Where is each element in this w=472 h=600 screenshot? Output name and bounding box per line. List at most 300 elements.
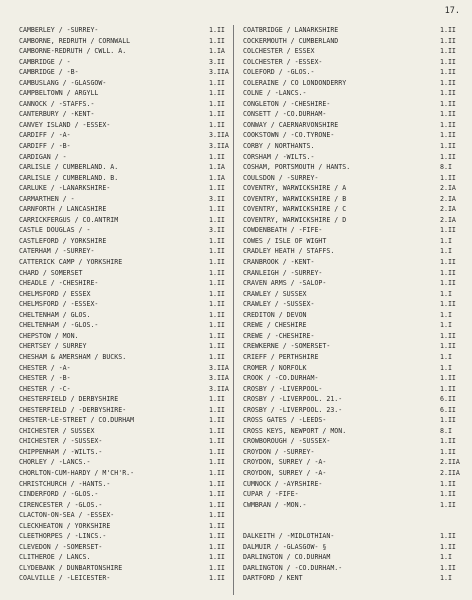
place-code: 1.II xyxy=(209,352,225,361)
list-item xyxy=(243,394,460,405)
place-code: 1.II xyxy=(440,279,456,288)
place-name: CLITHEROE / LANCS. xyxy=(19,553,91,562)
list-item xyxy=(243,225,460,236)
list-item xyxy=(243,331,460,342)
place-code: 8.I xyxy=(440,426,452,435)
place-code: 1.II xyxy=(440,173,456,182)
list-item xyxy=(243,25,460,36)
list-item xyxy=(243,46,460,57)
place-code: 1.II xyxy=(209,331,225,340)
list-item xyxy=(243,120,460,131)
place-code: 1.II xyxy=(440,36,456,45)
list-item xyxy=(243,78,460,89)
place-code: 1.II xyxy=(440,532,456,541)
list-item xyxy=(19,542,229,553)
place-name: CHESTER / -B- xyxy=(19,374,71,383)
list-item xyxy=(243,194,460,205)
list-item xyxy=(19,289,229,300)
list-item xyxy=(19,120,229,131)
place-code: 2.IA xyxy=(440,215,456,224)
place-code: 1.I xyxy=(440,352,452,361)
place-code: 1.II xyxy=(440,437,456,446)
place-code: 1.II xyxy=(440,142,456,151)
list-item xyxy=(243,320,460,331)
place-name: CROMER / NORFOLK xyxy=(243,363,307,372)
place-code: 3.II xyxy=(209,57,225,66)
place-name: CHELTENHAM / GLOS. xyxy=(19,310,91,319)
list-item xyxy=(19,225,229,236)
place-code: 1.II xyxy=(440,300,456,309)
place-code: 1.I xyxy=(440,236,452,245)
place-name: CROOK / -CO.DURHAM- xyxy=(243,374,319,383)
list-item xyxy=(243,204,460,215)
list-item xyxy=(19,152,229,163)
list-item xyxy=(19,278,229,289)
place-name: CARDIFF / -B- xyxy=(19,142,71,151)
place-code: 1.II xyxy=(209,205,225,214)
place-code: 1.I xyxy=(440,289,452,298)
place-name: COVENTRY, WARWICKSHIRE / D xyxy=(243,215,347,224)
place-name: CLACTON-ON-SEA / -ESSEX- xyxy=(19,511,115,520)
place-name: CLECKHEATON / YORKSHIRE xyxy=(19,521,111,530)
place-code: 1.II xyxy=(209,490,225,499)
list-item xyxy=(19,268,229,279)
place-code: 1.II xyxy=(209,289,225,298)
place-name: CREWE / -CHESHIRE- xyxy=(243,331,315,340)
list-item xyxy=(19,341,229,352)
list-item xyxy=(19,331,229,342)
place-code: 1.II xyxy=(209,500,225,509)
place-code: 1.II xyxy=(209,479,225,488)
list-item xyxy=(243,552,460,563)
column-divider xyxy=(233,25,234,595)
list-item xyxy=(19,320,229,331)
list-item xyxy=(243,299,460,310)
list-item xyxy=(243,426,460,437)
place-name: CHESTERFIELD / DERBYSHIRE xyxy=(19,395,119,404)
place-code: 1.I xyxy=(440,553,452,562)
list-item xyxy=(19,436,229,447)
place-code: 1.II xyxy=(209,215,225,224)
list-item xyxy=(243,468,460,479)
place-name: CARDIFF / -A- xyxy=(19,131,71,140)
place-code: 1.IA xyxy=(209,47,225,56)
place-code: 1.II xyxy=(440,374,456,383)
right-column xyxy=(243,25,460,584)
place-name: COSHAM, PORTSMOUTH / HANTS. xyxy=(243,163,351,172)
list-item xyxy=(243,109,460,120)
list-item xyxy=(19,426,229,437)
list-item xyxy=(19,415,229,426)
place-name: COLCHESTER / -ESSEX- xyxy=(243,57,323,66)
list-item xyxy=(243,373,460,384)
place-code: 1.II xyxy=(209,395,225,404)
list-item xyxy=(19,457,229,468)
place-code: 3.IIA xyxy=(209,142,229,151)
list-item xyxy=(243,479,460,490)
place-code: 1.II xyxy=(440,152,456,161)
place-name: CARMARTHEN / - xyxy=(19,194,75,203)
place-code: 2.IIA xyxy=(440,458,460,467)
list-item xyxy=(243,521,460,532)
list-item xyxy=(243,489,460,500)
list-item xyxy=(19,36,229,47)
list-item xyxy=(19,405,229,416)
list-item xyxy=(19,236,229,247)
list-item xyxy=(19,141,229,152)
list-item xyxy=(19,99,229,110)
place-code: 3.IIA xyxy=(209,384,229,393)
place-name: CAMBERLEY / -SURREY- xyxy=(19,26,99,34)
place-code: 1.II xyxy=(440,57,456,66)
place-name: DALMUIR / -GLASGOW- § xyxy=(243,542,327,551)
list-item xyxy=(243,162,460,173)
place-name: CRAWLEY / SUSSEX xyxy=(243,289,307,298)
place-name: COVENTRY, WARWICKSHIRE / C xyxy=(243,205,347,214)
list-item xyxy=(243,457,460,468)
list-item xyxy=(19,563,229,574)
list-item xyxy=(19,521,229,532)
place-code: 1.II xyxy=(440,47,456,56)
list-item xyxy=(19,500,229,511)
page-number: 17. xyxy=(444,6,460,16)
place-name: CROSBY / -LIVERPOOL. 23.- xyxy=(243,405,343,414)
list-item xyxy=(19,363,229,374)
place-name: COOKSTOWN / -CO.TYRONE- xyxy=(243,131,335,140)
place-code: 1.I xyxy=(440,363,452,372)
place-code: 1.II xyxy=(209,532,225,541)
place-name: CAMBRIDGE / -B- xyxy=(19,68,79,77)
place-name: CRIEFF / PERTHSHIRE xyxy=(243,352,319,361)
place-name: CROWBOROUGH / -SUSSEX- xyxy=(243,437,331,446)
list-item xyxy=(243,183,460,194)
place-name: CRANBROOK / -KENT- xyxy=(243,258,315,267)
place-name: CHELMSFORD / -ESSEX- xyxy=(19,300,99,309)
place-name: CHEADLE / -CHESHIRE- xyxy=(19,279,99,288)
list-item xyxy=(19,447,229,458)
place-name: CHESTER-LE-STREET / CO.DURHAM xyxy=(19,416,135,425)
list-item xyxy=(19,352,229,363)
list-item xyxy=(243,99,460,110)
list-item xyxy=(243,352,460,363)
place-code: 1.II xyxy=(209,405,225,414)
place-name: CROSS GATES / -LEEDS- xyxy=(243,416,327,425)
list-item xyxy=(19,67,229,78)
place-name: COATBRIDGE / LANARKSHIRE xyxy=(243,26,339,34)
list-item xyxy=(19,479,229,490)
place-code: 1.II xyxy=(209,563,225,572)
place-name: DARTFORD / KENT xyxy=(243,574,303,583)
list-item xyxy=(19,394,229,405)
place-code: 1.II xyxy=(209,99,225,108)
place-code: 1.II xyxy=(440,500,456,509)
list-item xyxy=(19,57,229,68)
place-code: 3.IIA xyxy=(209,363,229,372)
list-item xyxy=(19,489,229,500)
place-name: CASTLE DOUGLAS / - xyxy=(19,226,91,235)
list-item xyxy=(19,162,229,173)
list-item xyxy=(243,289,460,300)
place-code: 1.IA xyxy=(209,173,225,182)
list-item xyxy=(19,204,229,215)
place-code: 3.IIA xyxy=(209,374,229,383)
place-name: CRANLEIGH / -SURREY- xyxy=(243,268,323,277)
list-item xyxy=(243,310,460,321)
place-code: 1.II xyxy=(209,236,225,245)
place-code: 1.II xyxy=(440,120,456,129)
list-item xyxy=(19,130,229,141)
place-name: CLYDEBANK / DUNBARTONSHIRE xyxy=(19,563,123,572)
place-code: 1.II xyxy=(209,468,225,477)
place-name: CROYDON, SURREY / -A- xyxy=(243,468,327,477)
place-name: CHEPSTOW / MON. xyxy=(19,331,79,340)
place-code: 1.II xyxy=(440,226,456,235)
place-code: 1.II xyxy=(209,36,225,45)
place-name: COWES / ISLE OF WIGHT xyxy=(243,236,327,245)
place-name: DARLINGTON / -CO.DURHAM.- xyxy=(243,563,343,572)
list-item xyxy=(19,384,229,395)
place-code: 1.II xyxy=(209,574,225,583)
place-name: CLEVEDON / -SOMERSET- xyxy=(19,542,103,551)
place-name: CONGLETON / -CHESHIRE- xyxy=(243,99,331,108)
place-code: 1.II xyxy=(440,26,456,34)
list-item xyxy=(243,542,460,553)
place-name: COLEFORD / -GLOS.- xyxy=(243,68,315,77)
place-code: 1.I xyxy=(440,321,452,330)
place-name: CONWAY / CAERNARVONSHIRE xyxy=(243,120,339,129)
place-code: 1.II xyxy=(209,342,225,351)
place-code: 1.II xyxy=(440,490,456,499)
place-name: CAMBUSLANG / -GLASGOW- xyxy=(19,78,107,87)
place-name: DALKEITH / -MIDLOTHIAN- xyxy=(243,532,335,541)
list-item xyxy=(19,552,229,563)
list-item xyxy=(19,183,229,194)
list-item xyxy=(243,57,460,68)
place-code: 1.II xyxy=(440,78,456,87)
place-code: 2.IA xyxy=(440,184,456,193)
place-code: 1.II xyxy=(440,110,456,119)
list-item xyxy=(19,257,229,268)
list-item xyxy=(243,36,460,47)
place-name: CHESTERFIELD / -DERBYSHIRE- xyxy=(19,405,127,414)
place-code: 1.II xyxy=(440,68,456,77)
list-item xyxy=(19,510,229,521)
place-code: 1.II xyxy=(209,321,225,330)
place-code: 1.II xyxy=(209,110,225,119)
place-name: CAMBORNE-REDRUTH / CWLL. A. xyxy=(19,47,127,56)
place-name: CARLISLE / CUMBERLAND. A. xyxy=(19,163,119,172)
place-name: CINDERFORD / -GLOS.- xyxy=(19,490,99,499)
place-name: CONSETT / -CO.DURHAM- xyxy=(243,110,327,119)
place-name: CORSHAM / -WILTS.- xyxy=(243,152,315,161)
place-name: CROSBY / -LIVERPOOL. 21.- xyxy=(243,395,343,404)
place-name: CUMNOCK / -AYRSHIRE- xyxy=(243,479,323,488)
list-item xyxy=(243,278,460,289)
place-name: CARLUKE / -LANARKSHIRE- xyxy=(19,184,111,193)
place-name: COWDENBEATH / -FIFE- xyxy=(243,226,323,235)
left-column xyxy=(19,25,229,584)
place-code: 1.II xyxy=(209,437,225,446)
place-name: CHICHESTER / SUSSEX xyxy=(19,426,95,435)
place-code: 6.II xyxy=(440,395,456,404)
place-name: CRAVEN ARMS / -SALOP- xyxy=(243,279,327,288)
place-name: COULSDON / -SURREY- xyxy=(243,173,319,182)
place-code: 1.II xyxy=(440,384,456,393)
place-code: 1.II xyxy=(209,258,225,267)
list-item xyxy=(243,152,460,163)
list-item xyxy=(19,246,229,257)
place-code: 3.IIA xyxy=(209,131,229,140)
place-code: 1.II xyxy=(209,120,225,129)
list-item xyxy=(19,25,229,36)
place-code: 1.II xyxy=(440,416,456,425)
list-item xyxy=(243,130,460,141)
list-item xyxy=(243,510,460,521)
place-name: CHARD / SOMERSET xyxy=(19,268,83,277)
place-code: 1.II xyxy=(209,152,225,161)
place-code: 1.II xyxy=(440,89,456,98)
place-name: CHELTENHAM / -GLOS.- xyxy=(19,321,99,330)
place-name: COLCHESTER / ESSEX xyxy=(243,47,315,56)
place-code: 6.II xyxy=(440,405,456,414)
place-name: CAMBRIDGE / - xyxy=(19,57,71,66)
place-name: CANVEY ISLAND / -ESSEX- xyxy=(19,120,111,129)
place-code: 1.II xyxy=(440,342,456,351)
place-code: 1.II xyxy=(209,542,225,551)
list-item xyxy=(243,573,460,584)
place-name: CAMBORNE, REDRUTH / CORNWALL xyxy=(19,36,131,45)
list-item xyxy=(19,468,229,479)
place-name: CHORLTON-CUM-HARDY / M'CH'R.- xyxy=(19,468,135,477)
place-name: DARLINGTON / CO.DURHAM xyxy=(243,553,331,562)
list-item xyxy=(243,405,460,416)
list-item xyxy=(243,500,460,511)
place-name: CHELMSFORD / ESSEX xyxy=(19,289,91,298)
place-name: CROSS KEYS, NEWPORT / MON. xyxy=(243,426,347,435)
list-item xyxy=(243,246,460,257)
place-code: 1.II xyxy=(209,416,225,425)
place-name: CWMBRAN / -MON.- xyxy=(243,500,307,509)
place-code: 1.II xyxy=(209,26,225,34)
list-item xyxy=(243,447,460,458)
place-name: CANTERBURY / -KENT- xyxy=(19,110,95,119)
place-code: 1.II xyxy=(440,131,456,140)
place-name: CROSBY / -LIVERPOOL- xyxy=(243,384,323,393)
list-item xyxy=(19,88,229,99)
place-code: 1.II xyxy=(440,447,456,456)
place-code: 1.II xyxy=(209,511,225,520)
list-item xyxy=(19,373,229,384)
list-item xyxy=(243,341,460,352)
place-code: 2.IA xyxy=(440,194,456,203)
place-name: CHORLEY / -LANCS.- xyxy=(19,458,91,467)
place-code: 1.II xyxy=(209,268,225,277)
list-item xyxy=(19,78,229,89)
list-item xyxy=(19,299,229,310)
place-name: CHICHESTER / -SUSSEX- xyxy=(19,437,103,446)
list-item xyxy=(243,173,460,184)
place-code: 3.II xyxy=(209,194,225,203)
list-item xyxy=(19,531,229,542)
place-code: 1.I xyxy=(440,574,452,583)
list-item xyxy=(243,384,460,395)
place-name: CREWKERNE / -SOMERSET- xyxy=(243,342,331,351)
place-code: 1.II xyxy=(440,479,456,488)
place-name: CHRISTCHURCH / -HANTS.- xyxy=(19,479,111,488)
place-code: 1.II xyxy=(440,99,456,108)
place-name: CREWE / CHESHIRE xyxy=(243,321,307,330)
place-name: CASTLEFORD / YORKSHIRE xyxy=(19,236,107,245)
place-code: 2.IA xyxy=(440,205,456,214)
list-item xyxy=(19,215,229,226)
list-item xyxy=(19,173,229,184)
place-name: CROYDON / -SURREY- xyxy=(243,447,315,456)
place-code: 3.IIA xyxy=(209,68,229,77)
list-item xyxy=(243,88,460,99)
place-code: 1.IA xyxy=(209,163,225,172)
place-code: 1.II xyxy=(440,268,456,277)
place-code: 1.II xyxy=(440,258,456,267)
place-code: 1.II xyxy=(209,521,225,530)
list-item xyxy=(243,563,460,574)
place-name: CANNOCK / -STAFFS.- xyxy=(19,99,95,108)
place-code: 1.I xyxy=(440,247,452,256)
place-name: CIRENCESTER / -GLOS.- xyxy=(19,500,103,509)
place-code: 1.II xyxy=(209,279,225,288)
place-name: COLERAINE / CO LONDONDERRY xyxy=(243,78,347,87)
place-name: CLEETHORPES / -LINCS.- xyxy=(19,532,107,541)
list-item xyxy=(243,257,460,268)
place-code: 1.II xyxy=(209,184,225,193)
list-item xyxy=(243,415,460,426)
place-code: 1.II xyxy=(209,458,225,467)
place-code: 2.IIA xyxy=(440,468,460,477)
place-name: CARRICKFERGUS / CO.ANTRIM xyxy=(19,215,119,224)
place-name: CAMPBELTOWN / ARGYLL xyxy=(19,89,99,98)
place-code: 1.II xyxy=(209,78,225,87)
place-name: CHERTSEY / SURREY xyxy=(19,342,87,351)
list-item xyxy=(19,310,229,321)
place-name: COLNE / -LANCS.- xyxy=(243,89,307,98)
place-name: COCKERMOUTH / CUMBERLAND xyxy=(243,36,339,45)
place-code: 1.II xyxy=(209,426,225,435)
list-item xyxy=(19,194,229,205)
place-code: 1.II xyxy=(209,300,225,309)
place-name: CUPAR / -FIFE- xyxy=(243,490,299,499)
place-name: CATERHAM / -SURREY- xyxy=(19,247,95,256)
place-name: CRAWLEY / -SUSSEX- xyxy=(243,300,315,309)
place-name: CORBY / NORTHANTS. xyxy=(243,142,315,151)
place-name: CARLISLE / CUMBERLAND. B. xyxy=(19,173,119,182)
place-name: CHIPPENHAM / -WILTS.- xyxy=(19,447,103,456)
list-item xyxy=(19,109,229,120)
list-item xyxy=(243,436,460,447)
list-item xyxy=(19,46,229,57)
list-item xyxy=(243,236,460,247)
list-item xyxy=(243,531,460,542)
list-item xyxy=(243,363,460,374)
place-name: CATTERICK CAMP / YORKSHIRE xyxy=(19,258,123,267)
place-name: CRADLEY HEATH / STAFFS. xyxy=(243,247,335,256)
place-code: 1.II xyxy=(209,447,225,456)
list-item xyxy=(243,268,460,279)
place-name: CROYDON, SURREY / -A- xyxy=(243,458,327,467)
place-code: 1.II xyxy=(440,542,456,551)
place-name: CHESTER / -A- xyxy=(19,363,71,372)
place-name: CARNFORTH / LANCASHIRE xyxy=(19,205,107,214)
place-code: 1.II xyxy=(209,247,225,256)
place-code: 3.II xyxy=(209,226,225,235)
